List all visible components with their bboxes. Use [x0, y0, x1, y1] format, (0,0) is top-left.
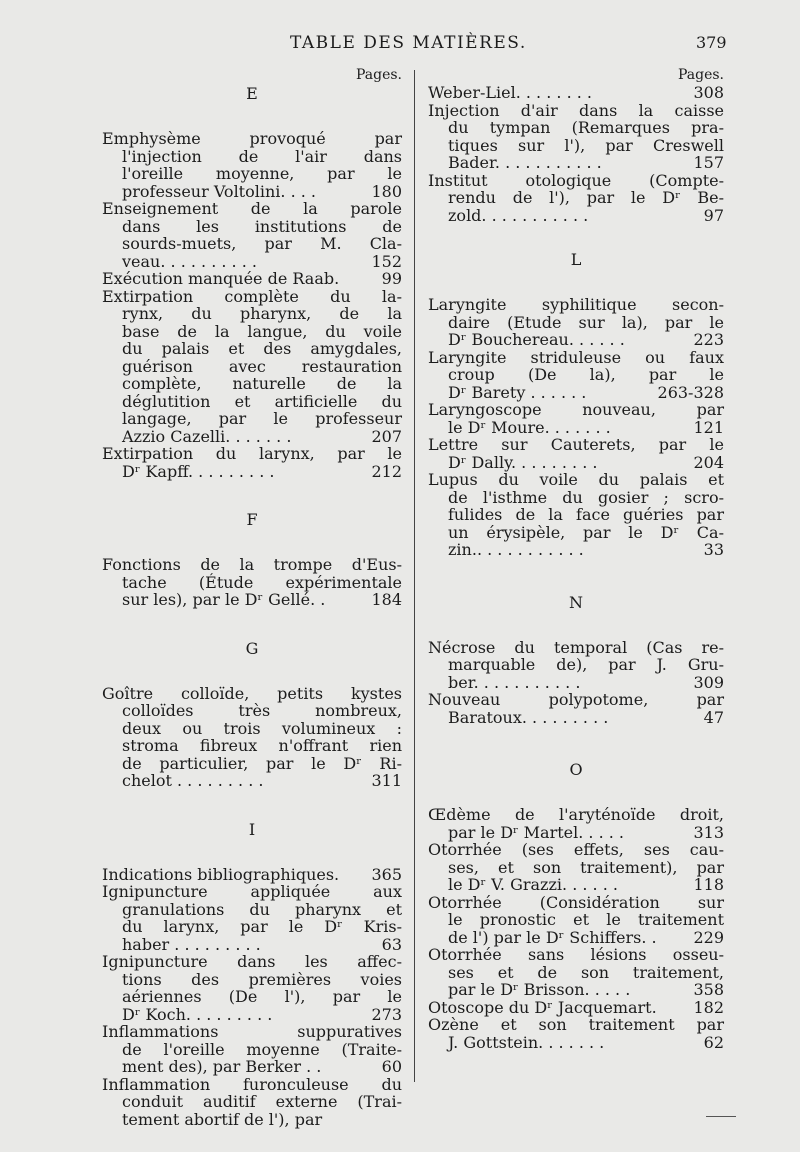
entry-line: de particulier, par le Dʳ Ri-	[122, 753, 402, 773]
entry-line: Lettre sur Cauterets, par le	[428, 435, 724, 454]
entry-line: tement abortif de l'), par	[122, 1109, 323, 1129]
index-entry	[102, 685, 402, 790]
entry-line: Laryngite striduleuse ou faux	[428, 347, 724, 367]
entry-page-number: 204	[693, 452, 724, 472]
entry-line: ses, et son traitement), par	[448, 857, 724, 877]
entry-line: Œdème de l'aryténoïde droit,	[428, 805, 724, 824]
entry-line: haber . . . . . . . . .	[122, 934, 261, 954]
entry-page-number: 118	[693, 875, 724, 894]
index-entry	[428, 436, 724, 471]
entry-line: de l'isthme du gosier ; scro-	[448, 487, 724, 507]
entry-line: veau. . . . . . . . . .	[122, 251, 257, 271]
entry-page-number: 365	[371, 864, 402, 884]
entry-page-number: 157	[693, 153, 724, 172]
index-entry	[428, 349, 724, 402]
section-letter: F	[246, 510, 258, 529]
entry-line: Emphysème provoqué par	[102, 129, 402, 148]
entry-line: guérison avec restauration	[122, 356, 402, 376]
entry-line: croup (De la), par le	[448, 365, 724, 384]
entry-line: Bader. . . . . . . . . . .	[448, 153, 602, 172]
entry-line: Inflammations suppuratives	[102, 1022, 402, 1041]
entry-page-number: 308	[693, 83, 724, 102]
entry-line: Institut otologique (Compte-	[428, 170, 724, 190]
index-entry	[102, 883, 402, 953]
entry-line: Weber-Liel. . . . . . . .	[428, 83, 592, 102]
entry-line: Ozène et son traitement par	[428, 1015, 724, 1034]
entry-page-number: 152	[371, 251, 402, 271]
entry-line: zold. . . . . . . . . . .	[448, 205, 589, 225]
entry-line: Laryngoscope nouveau, par	[428, 400, 724, 419]
entry-line: tiques sur l'), par Creswell	[448, 135, 724, 155]
index-entry	[102, 270, 402, 288]
entry-line: l'oreille moyenne, par le	[122, 164, 402, 183]
pages-label: Pages.	[355, 67, 402, 83]
index-entry	[102, 200, 402, 270]
index-entry	[428, 806, 724, 841]
entry-line: conduit auditif externe (Trai-	[122, 1092, 402, 1111]
entry-line: Indications bibliographiques.	[102, 864, 340, 884]
entry-line: de l'oreille moyenne (Traite-	[122, 1039, 402, 1059]
entry-line: tache (Étude expérimentale	[122, 572, 402, 592]
entry-page-number: 97	[703, 205, 724, 225]
entry-line: sourds-muets, par M. Cla-	[122, 234, 402, 253]
column-divider	[414, 70, 415, 1082]
entry-line: dans les institutions de	[122, 216, 402, 236]
entry-line: zin.. . . . . . . . . . .	[448, 540, 584, 559]
index-entry	[428, 296, 724, 349]
entry-page-number: 273	[371, 1004, 402, 1024]
entry-line: Goître colloïde, petits kystes	[102, 683, 402, 703]
right-column	[428, 66, 724, 1051]
entry-page-number: 184	[371, 590, 402, 609]
entry-line: J. Gottstein. . . . . . .	[448, 1032, 605, 1052]
section-letter: I	[248, 819, 256, 839]
entry-line: du tympan (Remarques pra-	[448, 118, 724, 137]
entry-line: aériennes (De l'), par le	[122, 987, 402, 1006]
entry-line: le Dʳ Moure. . . . . . .	[448, 417, 611, 437]
index-entry	[428, 691, 724, 726]
entry-line: Laryngite syphilitique secon-	[428, 295, 724, 314]
left-sections	[102, 84, 402, 1128]
right-top-entries	[428, 84, 724, 224]
entry-page-number: 223	[693, 330, 724, 349]
entry-line: complète, naturelle de la	[122, 374, 402, 393]
entry-line: le Dʳ V. Grazzi. . . . . .	[448, 875, 618, 894]
entry-line: Dʳ Koch. . . . . . . . .	[122, 1004, 273, 1024]
entry-line: Exécution manquée de Raab.	[102, 269, 340, 288]
index-entry	[428, 999, 724, 1017]
section-letter: E	[246, 84, 258, 103]
section-letter: N	[569, 592, 583, 612]
entry-line: professeur Voltolini. . . .	[122, 181, 316, 201]
entry-page-number: 182	[693, 997, 724, 1017]
entry-line: Extirpation complète du la-	[102, 286, 402, 306]
index-entry	[102, 1023, 402, 1076]
entry-line: du larynx, par le Dʳ Kris-	[122, 917, 402, 936]
entry-line: Ignipuncture dans les affec-	[102, 952, 402, 971]
entry-line: ber. . . . . . . . . . .	[448, 672, 581, 692]
pages-label: Pages.	[677, 67, 724, 83]
index-entry	[102, 1076, 402, 1129]
entry-page-number: 229	[693, 927, 724, 947]
entry-line: Lupus du voile du palais et	[428, 470, 724, 489]
entry-line: Ignipuncture appliquée aux	[102, 882, 402, 901]
entry-line: Baratoux. . . . . . . . .	[448, 707, 609, 727]
index-entry	[428, 639, 724, 692]
entry-line: rynx, du pharynx, de la	[122, 304, 402, 323]
entry-line: l'injection de l'air dans	[122, 146, 402, 166]
running-title: TABLE DES MATIÈRES.	[290, 33, 527, 53]
entry-line: Injection d'air dans la caisse	[428, 100, 724, 120]
entry-line: Otoscope du Dʳ Jacquemart.	[428, 997, 657, 1017]
entry-page-number: 62	[703, 1032, 724, 1052]
entry-line: tions des premières voies	[122, 969, 402, 989]
entry-page-number: 313	[693, 822, 724, 842]
entry-line: langage, par le professeur	[122, 409, 402, 428]
entry-line: Fonctions de la trompe d'Eus-	[102, 555, 402, 574]
index-entry	[102, 445, 402, 480]
index-entry	[428, 401, 724, 436]
index-entry	[102, 556, 402, 609]
entry-page-number: 63	[381, 934, 402, 954]
entry-page-number: 121	[693, 417, 724, 437]
index-entry	[428, 946, 724, 999]
index-entry	[428, 84, 724, 102]
entry-line: sur les), par le Dʳ Gellé. .	[122, 590, 326, 609]
entry-page-number: 33	[703, 540, 724, 559]
entry-line: daire (Etude sur la), par le	[448, 312, 724, 332]
index-entry	[428, 1016, 724, 1051]
entry-line: Dʳ Kapff. . . . . . . . .	[122, 461, 275, 481]
entry-line: par le Dʳ Brisson. . . . .	[448, 980, 631, 999]
entry-line: Otorrhée (ses effets, ses cau-	[428, 840, 724, 859]
index-entry	[428, 894, 724, 947]
index-entry	[428, 102, 724, 172]
entry-line: granulations du pharynx et	[122, 899, 402, 919]
entry-line: Nécrose du temporal (Cas re-	[428, 637, 724, 657]
entry-line: deux ou trois volumineux :	[122, 718, 402, 738]
entry-line: de l') par le Dʳ Schiffers. .	[448, 927, 657, 947]
entry-page-number: 358	[693, 980, 724, 999]
entry-line: Otorrhée (Considération sur	[428, 892, 724, 912]
page-number: 379	[696, 33, 727, 52]
index-entry	[428, 841, 724, 894]
running-head	[0, 33, 800, 57]
entry-line: Nouveau polypotome, par	[428, 690, 724, 709]
entry-line: colloïdes très nombreux,	[122, 701, 402, 720]
entry-page-number: 309	[693, 672, 724, 692]
index-entry	[428, 471, 724, 559]
entry-line: le pronostic et le traitement	[448, 910, 724, 929]
entry-line: stroma fibreux n'offrant rien	[122, 736, 402, 755]
index-entry	[102, 953, 402, 1023]
entry-page-number: 263-328	[657, 382, 724, 402]
entry-line: base de la langue, du voile	[122, 321, 402, 341]
entry-line: marquable de), par J. Gru-	[448, 655, 724, 674]
entry-line: Enseignement de la parole	[102, 199, 402, 218]
entry-line: Dʳ Barety . . . . . .	[448, 382, 587, 402]
entry-line: du palais et des amygdales,	[122, 339, 402, 358]
entry-line: Extirpation du larynx, par le	[102, 444, 402, 463]
section-letter: O	[569, 760, 583, 779]
entry-line: un érysipèle, par le Dʳ Ca-	[448, 522, 724, 542]
entry-page-number: 60	[381, 1057, 402, 1076]
entry-line: Otorrhée sans lésions osseu-	[428, 945, 724, 964]
entry-line: Azzio Cazelli. . . . . . .	[122, 426, 292, 446]
entry-page-number: 212	[371, 461, 402, 481]
index-entry	[102, 130, 402, 200]
index-entry	[428, 172, 724, 225]
entry-line: Dʳ Bouchereau. . . . . .	[448, 330, 625, 349]
footer-dash	[706, 1116, 736, 1117]
right-sections	[428, 250, 724, 1051]
entry-page-number: 180	[371, 181, 402, 201]
index-entry	[102, 866, 402, 884]
index-entry	[102, 288, 402, 446]
entry-line: chelot . . . . . . . . .	[122, 771, 264, 790]
entry-line: ment des), par Berker . .	[122, 1057, 322, 1076]
entry-page-number: 207	[371, 426, 402, 446]
entry-line: rendu de l'), par le Dʳ Be-	[448, 188, 724, 207]
entry-line: par le Dʳ Martel. . . . .	[448, 822, 625, 842]
section-letter: L	[570, 250, 582, 269]
entry-page-number: 311	[371, 771, 402, 790]
entry-page-number: 99	[381, 269, 402, 288]
entry-line: fulides de la face guéries par	[448, 505, 724, 524]
left-column	[102, 66, 402, 1128]
entry-line: ses et de son traitement,	[448, 962, 724, 982]
entry-line: Dʳ Dally. . . . . . . . .	[448, 452, 598, 472]
entry-line: Inflammation furonculeuse du	[102, 1074, 402, 1094]
entry-page-number: 47	[703, 707, 724, 727]
section-letter: G	[245, 638, 259, 658]
entry-line: déglutition et artificielle du	[122, 391, 402, 411]
